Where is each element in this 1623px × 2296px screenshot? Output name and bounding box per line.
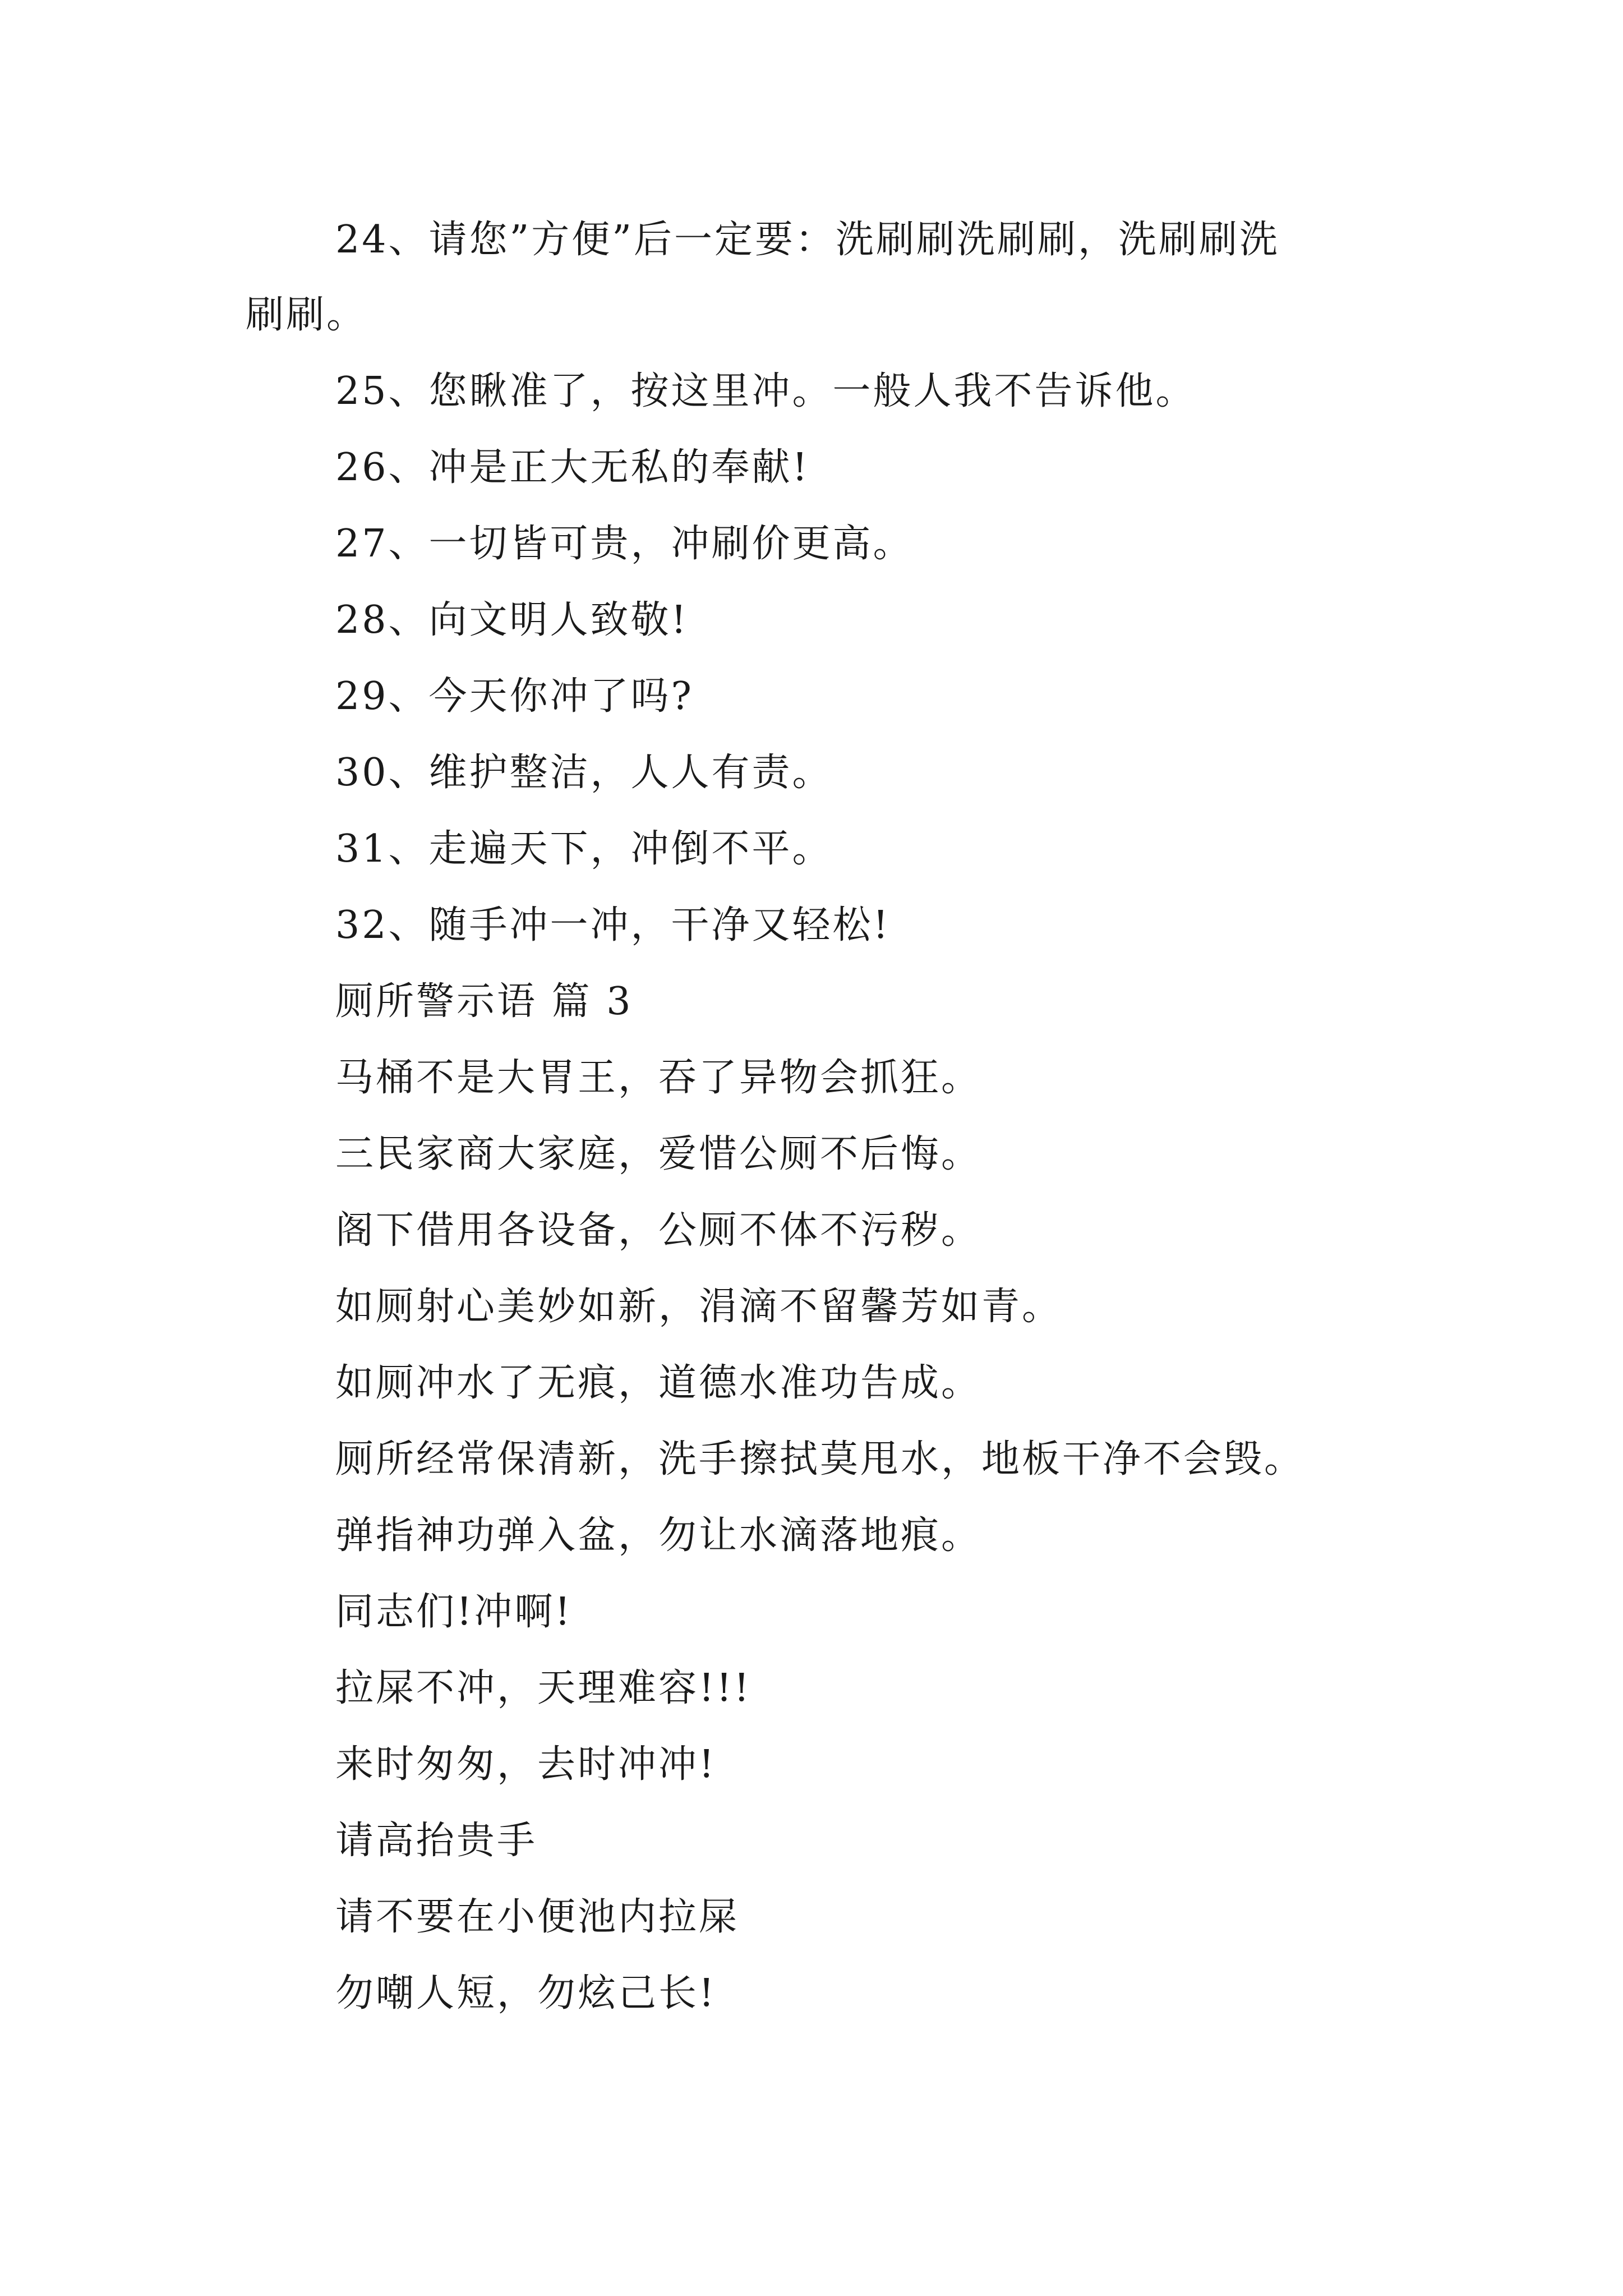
slogan-line: 弹指神功弹入盆，勿让水滴落地痕。: [335, 1513, 982, 1558]
slogan-line: 马桶不是大胃王，吞了异物会抓狂。: [335, 1056, 982, 1100]
line-26: 26、冲是正大无私的奉献!: [335, 445, 810, 490]
slogan-line: 勿嘲人短，勿炫己长!: [335, 1971, 717, 2016]
line-27: 27、一切皆可贵，冲刷价更高。: [335, 522, 914, 566]
slogan-line: 来时匆匆，去时冲冲!: [335, 1742, 717, 1787]
slogan-line: 同志们!冲啊!: [335, 1590, 573, 1634]
line-24: 24、请您”方便”后一定要：洗刷刷洗刷刷，洗刷刷洗: [335, 218, 1280, 262]
slogan-line: 如厕冲水了无痕，道德水准功告成。: [335, 1361, 982, 1405]
line-24-continued: 刷刷。: [246, 293, 367, 337]
line-29: 29、今天你冲了吗?: [335, 674, 694, 719]
section-heading: 厕所警示语 篇 3: [335, 979, 633, 1024]
slogan-line: 拉屎不冲，天理难容!!!: [335, 1666, 751, 1710]
line-32: 32、随手冲一冲，干净又轻松!: [335, 903, 891, 947]
slogan-line: 请高抬贵手: [335, 1819, 538, 1863]
slogan-line: 请不要在小便池内拉屎: [335, 1895, 740, 1939]
line-28: 28、向文明人致敬!: [335, 598, 689, 642]
slogan-line: 厕所经常保清新，洗手擦拭莫甩水，地板干净不会毁。: [335, 1437, 1305, 1481]
line-31: 31、走遍天下，冲倒不平。: [335, 827, 833, 871]
line-25: 25、您瞅准了，按这里冲。一般人我不告诉他。: [335, 369, 1196, 413]
line-30: 30、维护整洁，人人有责。: [335, 751, 833, 795]
slogan-line: 阁下借用各设备，公厕不体不污秽。: [335, 1208, 982, 1253]
slogan-line: 如厕射心美妙如新，涓滴不留馨芳如青。: [335, 1285, 1063, 1329]
slogan-line: 三民家商大家庭，爱惜公厕不后悔。: [335, 1132, 982, 1176]
